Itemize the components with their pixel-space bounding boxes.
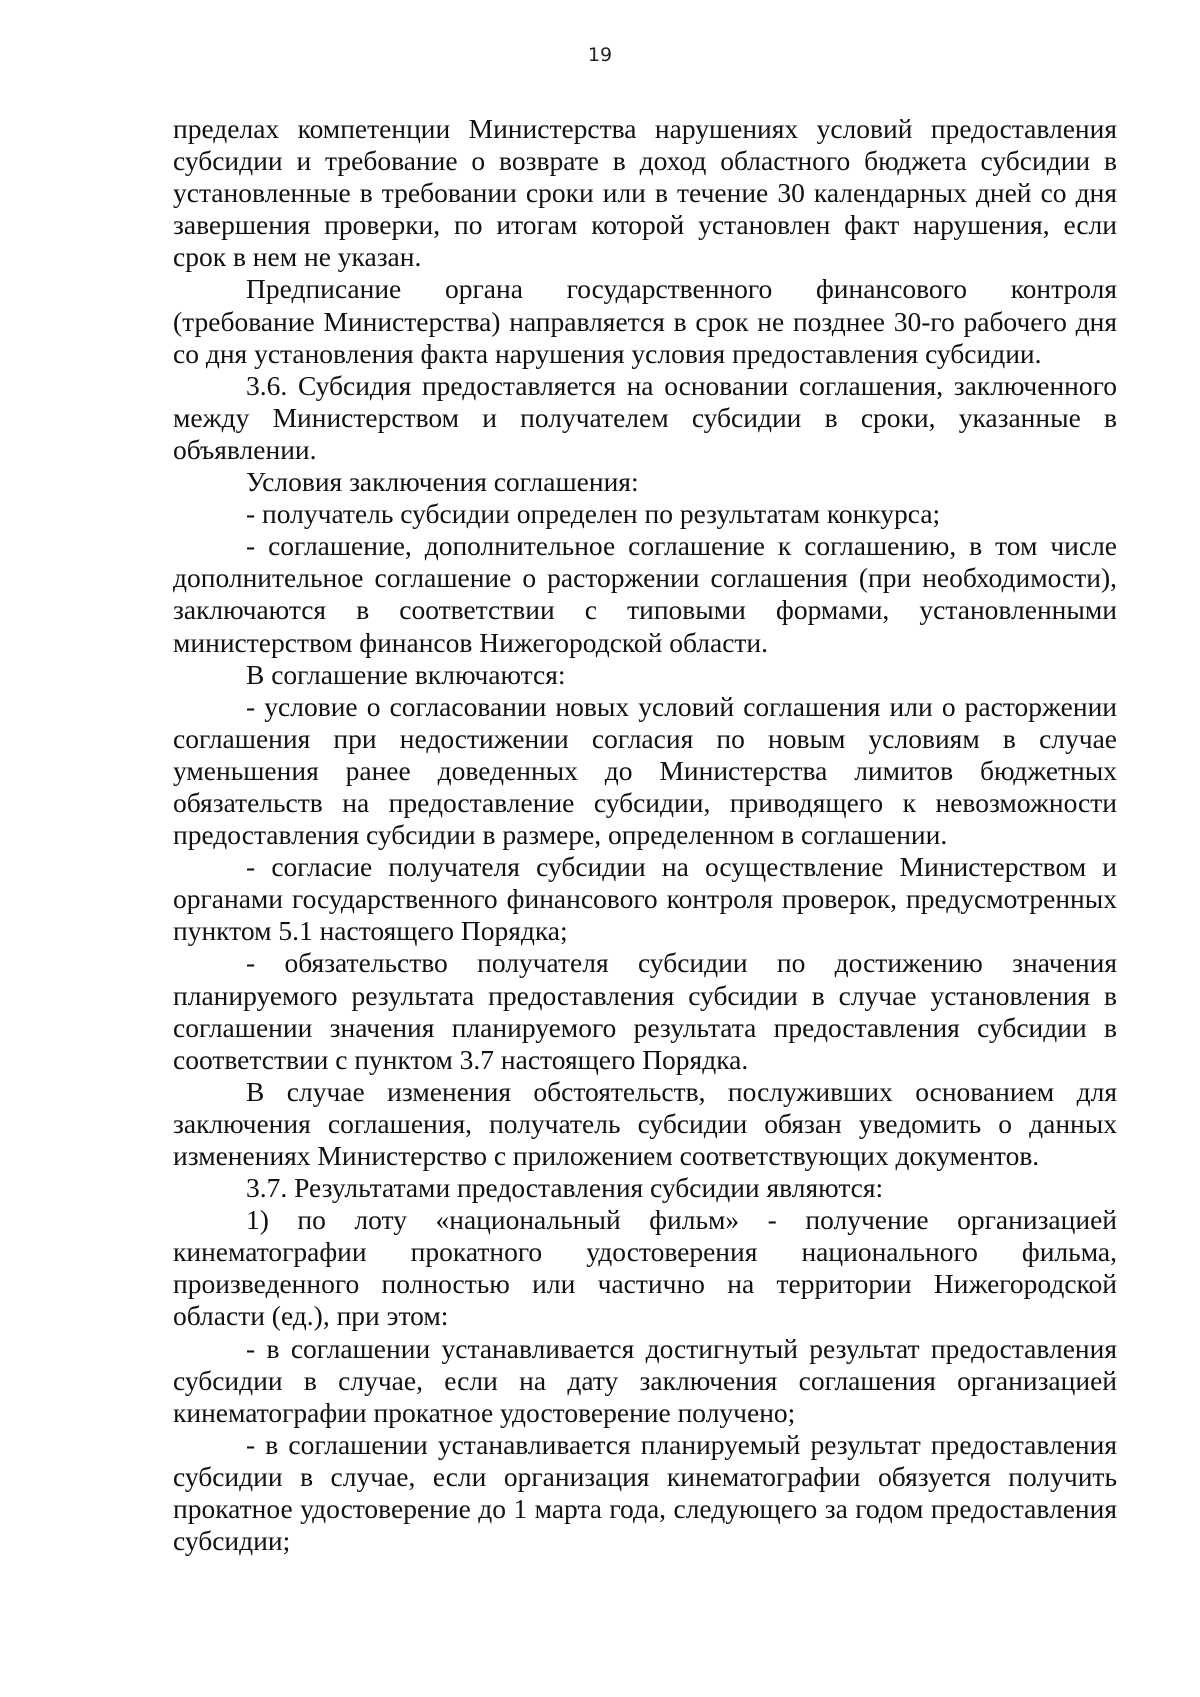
section-heading: 3.7. Результатами предоставления субсидии являются: bbox=[246, 1172, 884, 1204]
paragraph: Условия заключения соглашения: bbox=[246, 466, 639, 498]
list-item: - соглашение, дополнительное соглашение к соглашению, в том числе дополнительное соглашение о расторжении соглашения (при необходимости), заключаются в соответствии с типовыми формами, установленными министерством финансов Нижегородской области. bbox=[173, 530, 1117, 658]
paragraph: В соглашение включаются: bbox=[246, 658, 566, 690]
page-number: 19 bbox=[587, 44, 613, 66]
document-body bbox=[173, 113, 1117, 1557]
paragraph: В случае изменения обстоятельств, послуживших основанием для заключения соглашения, получатель субсидии обязан уведомить о данных изменениях Министерство с приложением соответствующих документов. bbox=[173, 1075, 1117, 1171]
paragraph: 3.6. Субсидия предоставляется на основании соглашения, заключенного между Министерством и получателем субсидии в сроки, указанные в объявлении. bbox=[173, 369, 1117, 465]
paragraph: пределах компетенции Министерства нарушениях условий предоставления субсидии и требование о возврате в доход областного бюджета субсидии в установленные в требовании сроки или в течение 30 календарных дней со дня завершения проверки, по итогам которой установлен факт нарушения, если срок в нем не указан. bbox=[173, 113, 1117, 273]
list-item: - условие о согласовании новых условий соглашения или о расторжении соглашения при недостижении согласия по новым условиям в случае уменьшения ранее доведенных до Министерства лимитов бюджетных обязательств на предоставление субсидии, приводящего к невозможности предоставления субсидии в размере, определенном в соглашении. bbox=[173, 690, 1117, 851]
list-item: - получатель субсидии определен по результатам конкурса; bbox=[246, 498, 941, 530]
paragraph: Предписание органа государственного финансового контроля (требование Министерства) направляется в срок не позднее 30-го рабочего дня со дня установления факта нарушения условия предоставления субсидии. bbox=[173, 273, 1117, 369]
list-item: - в соглашении устанавливается достигнутый результат предоставления субсидии в случае, если на дату заключения соглашения организацией кинематографии прокатное удостоверение получено; bbox=[173, 1332, 1117, 1428]
list-item: - согласие получателя субсидии на осуществление Министерством и органами государственного финансового контроля проверок, предусмотренных пунктом 5.1 настоящего Порядка; bbox=[173, 851, 1117, 947]
list-item: - в соглашении устанавливается планируемый результат предоставления субсидии в случае, если организация кинематографии обязуется получить прокатное удостоверение до 1 марта года, следующего за годом предоставления субсидии; bbox=[173, 1428, 1117, 1557]
list-item: - обязательство получателя субсидии по достижению значения планируемого результата предоставления субсидии в случае установления в соглашении значения планируемого результата предоставления субсидии в соответствии с пунктом 3.7 настоящего Порядка. bbox=[173, 947, 1117, 1075]
list-item: 1) по лоту «национальный фильм» - получение организацией кинематографии прокатного удостоверения национального фильма, произведенного полностью или частично на территории Нижегородской области (ед.), при этом: bbox=[173, 1204, 1117, 1332]
